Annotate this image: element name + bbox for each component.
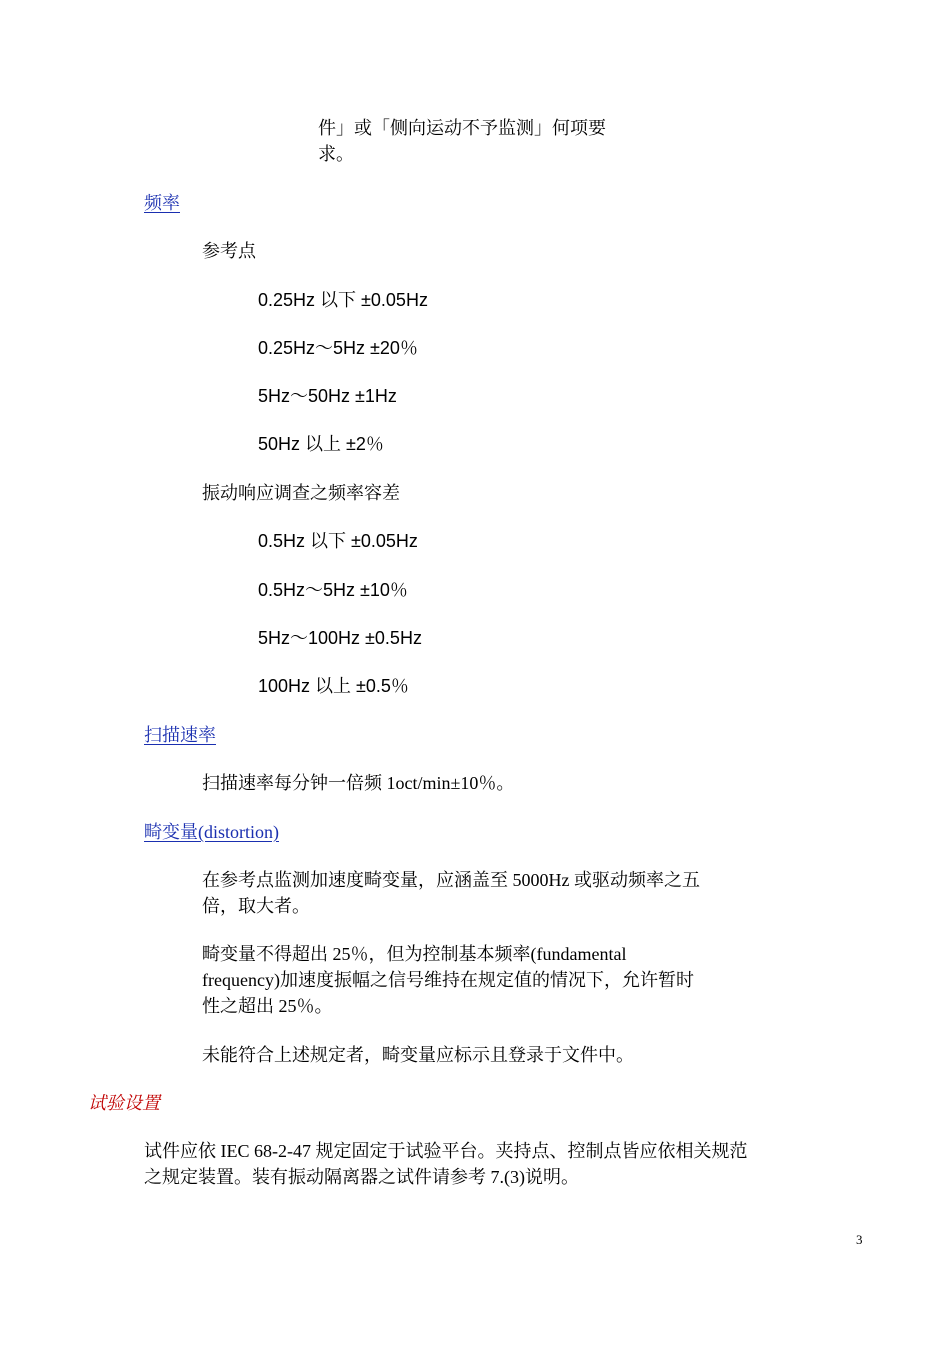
distortion-p3: 未能符合上述规定者，畸变量应标示且登录于文件中。 [202,1045,634,1065]
distortion-p2-line-3: 性之超出 25％。 [202,996,333,1016]
survey-item: 100Hz 以上 ±0.5％ [258,676,409,696]
reference-item: 0.25Hz～5Hz ±20％ [258,338,418,358]
heading-distortion-link[interactable]: 畸变量(distortion) [144,822,279,842]
sweep-rate-text: 扫描速率每分钟一倍频 1oct/min±10％。 [202,773,515,793]
survey-tolerance-label: 振动响应调查之频率容差 [202,483,400,503]
reference-point-label: 参考点 [202,241,256,261]
survey-item: 5Hz～100Hz ±0.5Hz [258,628,422,648]
page-number: 3 [856,1232,863,1247]
distortion-p1-line-1: 在参考点监测加速度畸变量，应涵盖至 5000Hz 或驱动频率之五 [202,870,700,890]
distortion-p1-line-2: 倍，取大者。 [202,896,310,916]
test-setup-line-2: 之规定装置。装有振动隔离器之试件请参考 7.(3)说明。 [144,1167,579,1187]
heading-frequency-link[interactable]: 频率 [144,193,180,213]
reference-item: 5Hz～50Hz ±1Hz [258,386,397,406]
continuation-line-1: 件」或「侧向运动不予监测」何项要 [318,118,606,138]
survey-item: 0.5Hz～5Hz ±10％ [258,580,408,600]
survey-item: 0.5Hz 以下 ±0.05Hz [258,531,418,551]
test-setup-line-1: 试件应依 IEC 68-2-47 规定固定于试验平台。夹持点、控制点皆应依相关规范 [144,1141,748,1161]
distortion-p2-line-1: 畸变量不得超出 25％，但为控制基本频率(fundamental [202,944,627,964]
reference-item: 0.25Hz 以下 ±0.05Hz [258,290,428,310]
section-title-test-setup: 试验设置 [88,1093,160,1113]
distortion-p2-line-2: frequency)加速度振幅之信号维持在规定值的情况下，允许暂时 [202,970,694,990]
heading-sweep-rate-link[interactable]: 扫描速率 [144,725,216,745]
reference-item: 50Hz 以上 ±2％ [258,434,384,454]
continuation-line-2: 求。 [318,144,354,164]
